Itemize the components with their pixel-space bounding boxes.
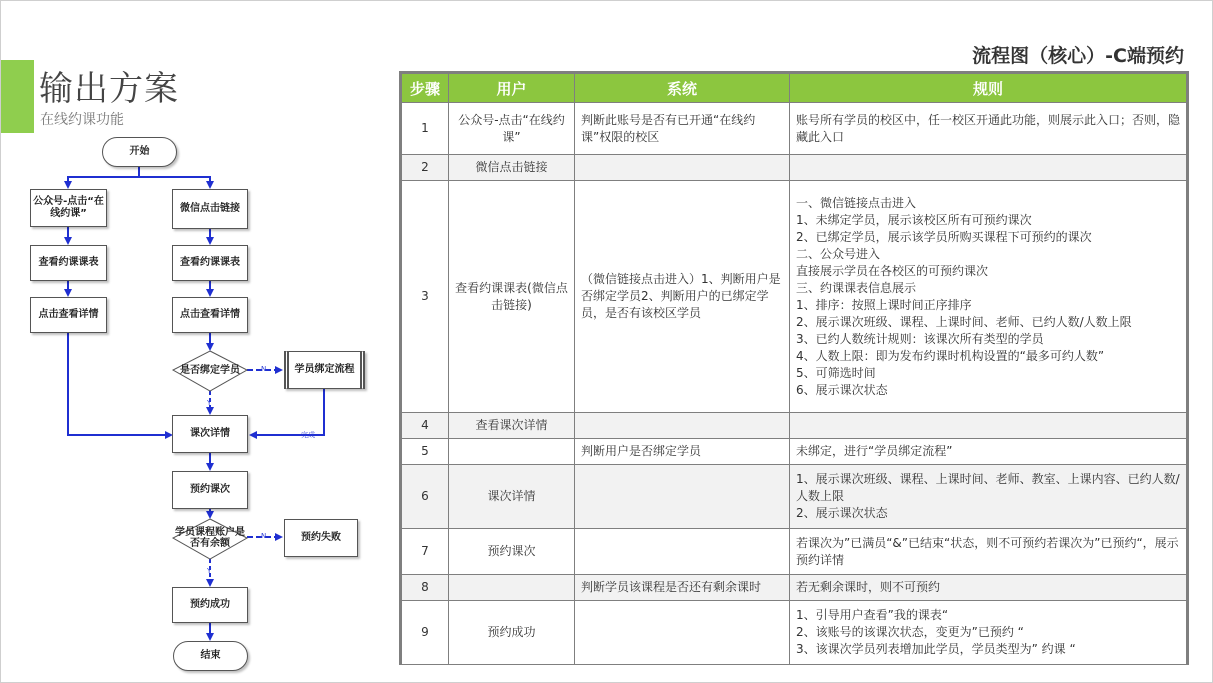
flowchart — [1, 1, 401, 683]
rule-line: 二、公众号进入 — [796, 246, 881, 261]
table-row — [402, 575, 1187, 601]
cell-step: 9 — [402, 601, 449, 665]
edge-start-split-right — [139, 177, 210, 187]
edge-start-split — [68, 167, 139, 187]
table-row — [402, 601, 1187, 665]
cell-rules — [790, 103, 1187, 155]
cell-user: 预约成功 — [449, 601, 575, 665]
flow-left-detail: 点击查看详情 — [30, 297, 107, 333]
flow-book-fail: 预约失败 — [284, 519, 358, 557]
cell-user: 公众号-点击“在线约课” — [449, 103, 575, 155]
rule-line: 一、微信链接点击进入 — [796, 195, 917, 210]
cell-user: 微信点击链接 — [449, 155, 575, 181]
rule-line: 三、约课课表信息展示 — [796, 280, 917, 295]
edge-label-y1: Y — [207, 399, 212, 407]
rule-line: 若课次为”已满员“&”已结束“状态，则不可预约若课次为”已预约“，展示预约详情 — [796, 535, 1179, 567]
table-body — [402, 103, 1187, 665]
rule-line: 3、已约人数统计规则：该课次所有类型的学员 — [796, 331, 1044, 346]
header-rules: 规则 — [790, 74, 1187, 103]
edge-left-detail-lesson — [68, 333, 171, 435]
rule-line: 1、展示课次班级、课程、上课时间、老师、教室、上课内容、已约人数/人数上限 — [796, 472, 1180, 503]
cell-system: 判断用户是否绑定学员 — [575, 439, 790, 465]
page-title: 输出方案 — [39, 69, 179, 109]
cell-system: 判断学员该课程是否还有剩余课时 — [575, 575, 790, 601]
rule-line: 1、未绑定学员，展示该校区所有可预约课次 — [796, 212, 1032, 227]
cell-user: 查看课次详情 — [449, 413, 575, 439]
rules-table — [401, 73, 1187, 665]
table-header-row — [402, 74, 1187, 103]
flow-right-detail: 点击查看详情 — [172, 297, 248, 333]
rule-line: 5、可筛选时间 — [796, 365, 876, 380]
rule-line: 4、人数上限：即为发布约课时机构设置的“最多可约人数” — [796, 348, 1105, 363]
flow-right-entry: 微信点击链接 — [172, 189, 248, 229]
rule-line: 未绑定，进行“学员绑定流程” — [796, 444, 953, 458]
edge-label-y2: Y — [207, 567, 212, 575]
cell-step: 8 — [402, 575, 449, 601]
cell-rules — [790, 529, 1187, 575]
edge-label-n1: N — [261, 365, 267, 373]
edge-label-n2: N — [261, 532, 267, 540]
cell-system: （微信链接点击进入）1、判断用户是否绑定学员2、判断用户的已绑定学员，是否有该校区学员 — [575, 181, 790, 413]
flow-book-success: 预约成功 — [172, 587, 248, 623]
cell-user — [449, 439, 575, 465]
flow-left-entry: 公众号-点击“在线约课” — [30, 189, 107, 227]
rule-line: 若无剩余课时，则不可预约 — [796, 580, 941, 594]
cell-rules — [790, 181, 1187, 413]
rule-line: 2、已绑定学员，展示该学员所购买课程下可预约的课次 — [796, 229, 1092, 244]
table-row — [402, 465, 1187, 529]
table-row — [402, 181, 1187, 413]
cell-system — [575, 529, 790, 575]
table-row — [402, 529, 1187, 575]
cell-system — [575, 601, 790, 665]
rule-line: 账号所有学员的校区中，任一校区开通此功能，则展示此入口；否则，隐藏此入口 — [796, 112, 1181, 144]
flow-right-schedule: 查看约课课表 — [172, 245, 248, 281]
edge-bind-lesson — [251, 389, 324, 435]
cell-rules — [790, 575, 1187, 601]
rule-line: 1、排序：按照上课时间正序排序 — [796, 297, 972, 312]
flow-left-schedule: 查看约课课表 — [30, 245, 107, 281]
cell-user: 预约课次 — [449, 529, 575, 575]
flow-start: 开始 — [102, 137, 177, 167]
rule-line: 3、该课次学员列表增加此学员，学员类型为” 约课 “ — [796, 642, 1076, 656]
cell-step: 2 — [402, 155, 449, 181]
cell-system — [575, 465, 790, 529]
flow-bind-process: 学员绑定流程 — [284, 351, 365, 389]
header-step: 步骤 — [402, 74, 449, 103]
flowchart-connectors — [1, 1, 401, 683]
decision-balance-label: 学员课程账户是否有余额 — [175, 527, 245, 549]
cell-step: 1 — [402, 103, 449, 155]
flow-book: 预约课次 — [172, 471, 248, 509]
cell-step: 4 — [402, 413, 449, 439]
table-row — [402, 103, 1187, 155]
rule-line: 直接展示学员在各校区的可预约课次 — [796, 263, 989, 278]
cell-step: 7 — [402, 529, 449, 575]
cell-system: 判断此账号是否有已开通“在线约课”权限的校区 — [575, 103, 790, 155]
rules-table-wrapper — [399, 71, 1189, 665]
cell-step: 5 — [402, 439, 449, 465]
cell-rules — [790, 465, 1187, 529]
cell-rules — [790, 413, 1187, 439]
cell-user: 课次详情 — [449, 465, 575, 529]
rule-line: 2、该账号的该课次状态，变更为”已预约 “ — [796, 625, 1024, 639]
cell-rules — [790, 601, 1187, 665]
edge-label-done: 完成 — [301, 431, 315, 439]
flow-end: 结束 — [173, 641, 248, 671]
cell-step: 3 — [402, 181, 449, 413]
table-row — [402, 413, 1187, 439]
page-subtitle: 在线约课功能 — [40, 112, 124, 128]
header-system: 系统 — [575, 74, 790, 103]
header-user: 用户 — [449, 74, 575, 103]
cell-user — [449, 575, 575, 601]
rule-line: 2、展示课次状态 — [796, 506, 888, 520]
rule-line: 1、引导用户查看”我的课表“ — [796, 608, 949, 622]
cell-system — [575, 155, 790, 181]
decision-bound-label: 是否绑定学员 — [180, 364, 240, 376]
cell-rules — [790, 155, 1187, 181]
flow-lesson-detail: 课次详情 — [172, 415, 248, 453]
table-row — [402, 439, 1187, 465]
rule-line: 6、展示课次状态 — [796, 382, 888, 397]
cell-system — [575, 413, 790, 439]
cell-rules — [790, 439, 1187, 465]
rule-line: 2、展示课次班级、课程、上课时间、老师、已约人数/人数上限 — [796, 314, 1132, 329]
cell-user: 查看约课课表(微信点击链接) — [449, 181, 575, 413]
cell-step: 6 — [402, 465, 449, 529]
header-title: 流程图（核心）-C端预约 — [972, 45, 1184, 67]
table-row — [402, 155, 1187, 181]
